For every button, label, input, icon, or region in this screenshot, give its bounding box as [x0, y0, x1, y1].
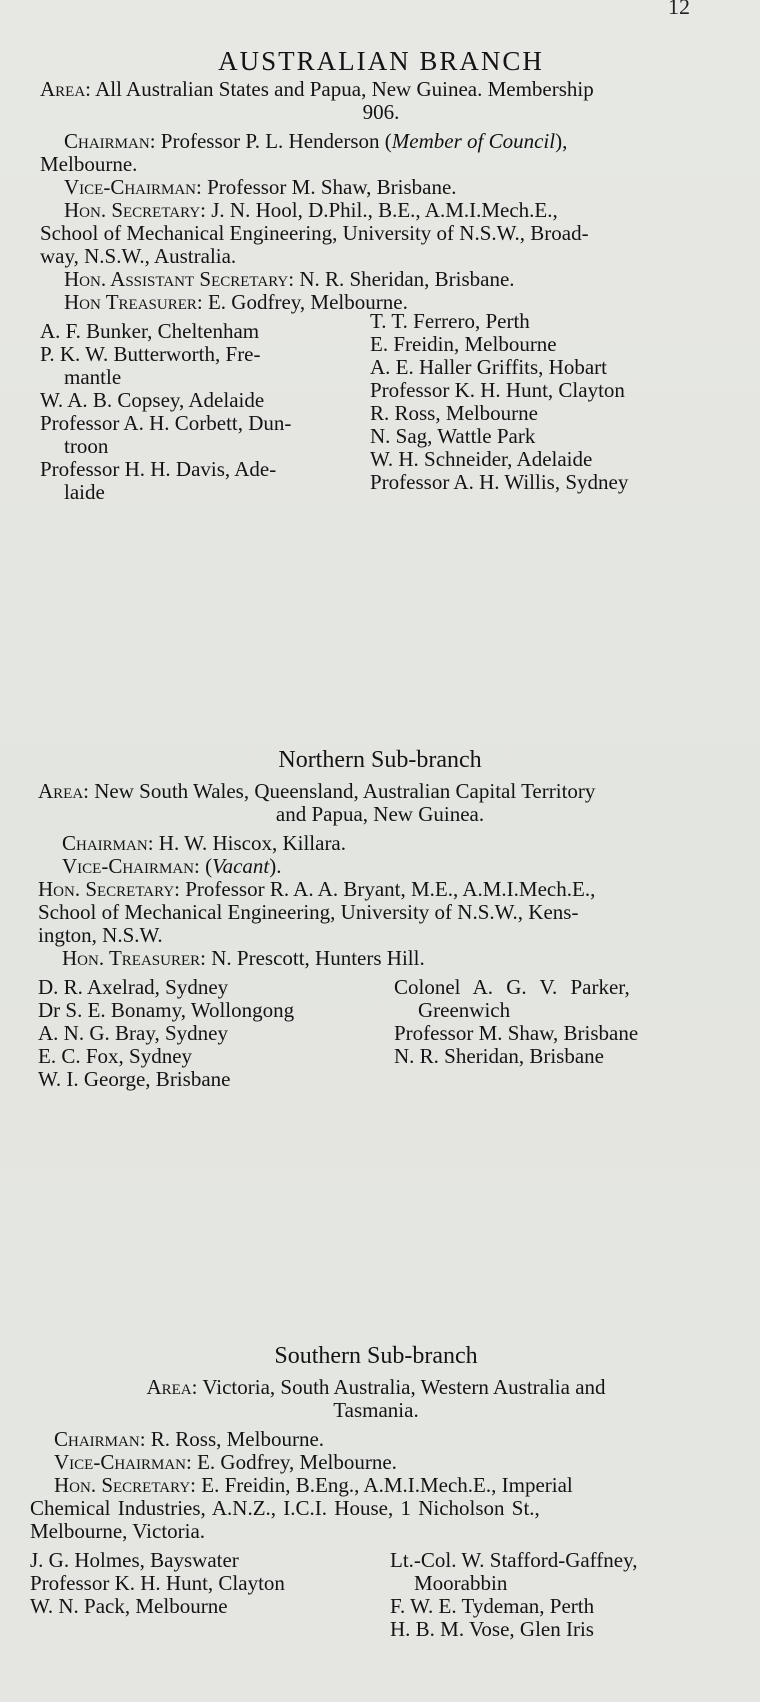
- vice-chairman-line: Vice-Chairman: E. Godfrey, Melbourne.: [54, 1450, 397, 1474]
- member-entry: Dr S. E. Bonamy, Wollongong: [38, 998, 295, 1022]
- member-name: Colonel A. G. V. Parker,: [394, 975, 630, 999]
- chairman-name: Professor P. L. Henderson: [160, 129, 380, 153]
- area-line-2: and Papua, New Guinea.: [275, 802, 485, 826]
- member-entry: Professor K. H. Hunt, Clayton: [30, 1571, 285, 1595]
- area-line-1: Victoria, South Australia, Western Australia and: [202, 1375, 606, 1399]
- area-line-2: 906.: [362, 100, 400, 124]
- member-entry: R. Ross, Melbourne: [370, 401, 538, 425]
- treasurer-label: Hon Treasurer: [64, 290, 197, 314]
- member-entry: [394, 976, 718, 1022]
- member-entry: W. A. B. Copsey, Adelaide: [40, 388, 265, 412]
- northern-members: [38, 976, 722, 1091]
- chairman-name: H. W. Hiscox, Killara.: [158, 831, 347, 855]
- area-label: Area: [38, 779, 84, 803]
- southern-area: Area: Victoria, South Australia, Western Australia and: [146, 1375, 606, 1399]
- northern-subbranch-title: Northern Sub-branch: [278, 747, 482, 773]
- vice-chairman-name: Vacant: [212, 854, 270, 878]
- area-line-2: Tasmania.: [333, 1398, 419, 1422]
- treasurer-label: Hon. Treasurer: [62, 946, 201, 970]
- member-name-continued: troon: [64, 434, 109, 458]
- southern-subbranch-section: [30, 1342, 722, 1641]
- secretary-label: Hon. Secretary: [64, 198, 201, 222]
- treasurer-name: N. Prescott, Hunters Hill.: [211, 946, 425, 970]
- secretary-line: Hon. Secretary: J. N. Hool, D.Phil., B.E., A.M.I.Mech.E.,: [64, 198, 558, 222]
- member-entry: A. E. Haller Griffits, Hobart: [370, 355, 607, 379]
- assistant-secretary-name: N. R. Sheridan, Brisbane.: [299, 267, 515, 291]
- treasurer-line: Hon. Treasurer: N. Prescott, Hunters Hill.: [62, 946, 425, 970]
- northern-area: Area: New South Wales, Queensland, Australian Capital Territory: [38, 779, 596, 803]
- secretary-line-2: Chemical Industries, A.N.Z., I.C.I. House, 1 Nicholson St.,: [30, 1496, 540, 1520]
- secretary-line-3: ington, N.S.W.: [38, 923, 163, 947]
- chairman-line: Chairman: R. Ross, Melbourne.: [54, 1427, 325, 1451]
- member-entry: N. Sag, Wattle Park: [370, 424, 536, 448]
- member-name-continued: laide: [64, 480, 105, 504]
- secretary-line-2: School of Mechanical Engineering, University of N.S.W., Kens-: [38, 900, 579, 924]
- members-right-column: [370, 310, 720, 504]
- chairman-name: R. Ross, Melbourne.: [150, 1427, 325, 1451]
- vice-chairman-line: Vice-Chairman: Professor M. Shaw, Brisbane.: [64, 175, 457, 199]
- member-entry: A. F. Bunker, Cheltenham: [40, 319, 260, 343]
- chairman-city: Melbourne.: [40, 152, 138, 176]
- member-entry: H. B. M. Vose, Glen Iris: [390, 1617, 594, 1641]
- vice-chairman-line: Vice-Chairman: (Vacant).: [62, 854, 282, 878]
- member-entry: T. T. Ferrero, Perth: [370, 309, 530, 333]
- australian-members: [40, 309, 722, 504]
- chairman-line: Chairman: Professor P. L. Henderson (Member of Council),: [64, 129, 568, 153]
- secretary-label: Hon. Secretary: [54, 1473, 191, 1497]
- vice-chairman-name: E. Godfrey, Melbourne.: [197, 1450, 397, 1474]
- secretary-line-1: J. N. Hool, D.Phil., B.E., A.M.I.Mech.E.,: [211, 198, 558, 222]
- member-name-continued: Moorabbin: [414, 1571, 508, 1595]
- area-label: Area: [146, 1375, 192, 1399]
- member-entry: [40, 412, 370, 458]
- member-entry: N. R. Sheridan, Brisbane: [394, 1044, 604, 1068]
- members-right-column: [394, 976, 718, 1091]
- member-name-continued: Greenwich: [418, 998, 511, 1022]
- assistant-secretary-label: Hon. Assistant Secretary: [64, 267, 289, 291]
- member-entry: W. H. Schneider, Adelaide: [370, 447, 593, 471]
- secretary-line-3: way, N.S.W., Australia.: [40, 244, 237, 268]
- member-name: Professor H. H. Davis, Ade-: [40, 457, 277, 481]
- secretary-line-1: Professor R. A. A. Bryant, M.E., A.M.I.Mech.E.,: [185, 877, 596, 901]
- members-left-column: [40, 320, 370, 504]
- chairman-note: Member of Council: [391, 129, 556, 153]
- member-entry: E. C. Fox, Sydney: [38, 1044, 193, 1068]
- secretary-line: Hon. Secretary: Professor R. A. A. Bryant, M.E., A.M.I.Mech.E.,: [38, 877, 596, 901]
- members-left-column: [30, 1549, 390, 1641]
- vice-chairman-label: Vice-Chairman: [54, 1450, 186, 1474]
- chairman-label: Chairman: [62, 831, 148, 855]
- vice-chairman-name: Professor M. Shaw, Brisbane.: [207, 175, 457, 199]
- australian-branch-title: AUSTRALIAN BRANCH: [218, 46, 544, 76]
- member-entry: E. Freidin, Melbourne: [370, 332, 557, 356]
- member-entry: D. R. Axelrad, Sydney: [38, 975, 229, 999]
- area-line-1: New South Wales, Queensland, Australian Capital Territory: [94, 779, 596, 803]
- member-entry: [390, 1549, 718, 1595]
- members-right-column: [390, 1549, 718, 1641]
- member-name-continued: mantle: [64, 365, 122, 389]
- chairman-line: Chairman: H. W. Hiscox, Killara.: [62, 831, 347, 855]
- secretary-line-3: Melbourne, Victoria.: [30, 1519, 206, 1543]
- assistant-secretary-line: Hon. Assistant Secretary: N. R. Sheridan, Brisbane.: [64, 267, 515, 291]
- member-entry: [40, 343, 370, 389]
- member-entry: W. I. George, Brisbane: [38, 1067, 231, 1091]
- member-entry: J. G. Holmes, Bayswater: [30, 1548, 239, 1572]
- member-entry: Professor A. H. Willis, Sydney: [370, 470, 629, 494]
- member-name: Lt.-Col. W. Stafford-Gaffney,: [390, 1548, 638, 1572]
- secretary-line: Hon. Secretary: E. Freidin, B.Eng., A.M.I.Mech.E., Imperial: [54, 1473, 573, 1497]
- member-name: Professor A. H. Corbett, Dun-: [40, 411, 292, 435]
- southern-subbranch-title: Southern Sub-branch: [274, 1343, 478, 1369]
- chairman-label: Chairman: [54, 1427, 140, 1451]
- australian-branch-section: [40, 46, 722, 504]
- member-name: P. K. W. Butterworth, Fre-: [40, 342, 261, 366]
- area-line-1: All Australian States and Papua, New Guinea. Membership: [95, 77, 594, 101]
- member-entry: [40, 458, 370, 504]
- member-entry: F. W. E. Tydeman, Perth: [390, 1594, 595, 1618]
- members-left-column: [38, 976, 394, 1091]
- secretary-label: Hon. Secretary: [38, 877, 175, 901]
- member-entry: W. N. Pack, Melbourne: [30, 1594, 228, 1618]
- australian-area: Area: All Australian States and Papua, New Guinea. Membership: [40, 77, 594, 101]
- vice-chairman-label: Vice-Chairman: [62, 854, 194, 878]
- secretary-line-2: School of Mechanical Engineering, University of N.S.W., Broad-: [40, 221, 589, 245]
- treasurer-line: Hon Treasurer: E. Godfrey, Melbourne.: [64, 290, 408, 314]
- vice-chairman-label: Vice-Chairman: [64, 175, 196, 199]
- treasurer-name: E. Godfrey, Melbourne.: [207, 290, 408, 314]
- member-entry: A. N. G. Bray, Sydney: [38, 1021, 228, 1045]
- southern-members: [30, 1549, 722, 1641]
- page-marker: 12: [668, 0, 690, 19]
- northern-subbranch-section: [38, 746, 722, 1091]
- member-entry: Professor K. H. Hunt, Clayton: [370, 378, 625, 402]
- secretary-line-1: E. Freidin, B.Eng., A.M.I.Mech.E., Imperial: [201, 1473, 573, 1497]
- area-label: Area: [40, 77, 86, 101]
- member-entry: Professor M. Shaw, Brisbane: [394, 1021, 639, 1045]
- chairman-label: Chairman: [64, 129, 150, 153]
